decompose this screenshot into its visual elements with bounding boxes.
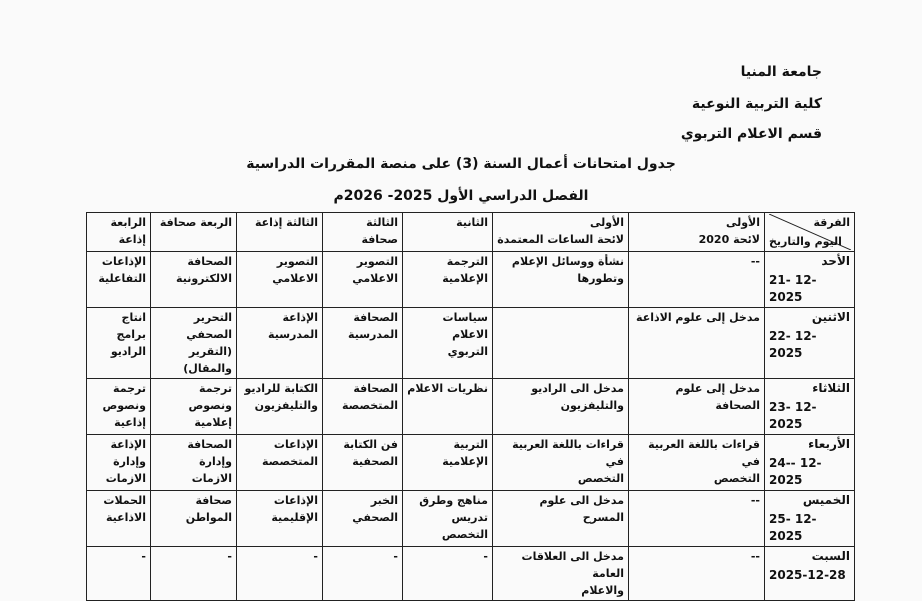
table-row xyxy=(87,491,855,547)
course-cell: الصحافة المتخصصة xyxy=(323,379,403,435)
day-date-cell xyxy=(765,379,855,435)
course-cell: مدخل إلى علوم الاذاعة xyxy=(629,308,765,379)
course-cell: التربية الإعلامية xyxy=(403,435,493,491)
exam-date: 24-- 12- 2025 xyxy=(769,456,822,487)
course-cell: - xyxy=(403,547,493,601)
day-name: الأحد xyxy=(821,254,850,268)
course-cell: - xyxy=(237,547,323,601)
course-cell: مدخل الى علوم المسرح xyxy=(493,491,629,547)
course-cell: الحملات الاذاعية xyxy=(87,491,151,547)
table-row xyxy=(87,547,855,601)
course-cell: مدخل إلى علوم الصحافة xyxy=(629,379,765,435)
course-cell: التحرير الصحفي (التقرير والمقال) xyxy=(151,308,237,379)
day-date-cell xyxy=(765,547,855,601)
university-name: جامعة المنيا xyxy=(740,64,822,80)
department-name: قسم الاعلام التربوي xyxy=(680,126,822,142)
course-cell xyxy=(493,308,629,379)
course-cell: فن الكتابة الصحفية xyxy=(323,435,403,491)
course-cell: الكتابة للراديو والتليفزيون xyxy=(237,379,323,435)
course-cell: صحافة المواطن xyxy=(151,491,237,547)
table-row xyxy=(87,252,855,308)
column-header: الربعة صحافة xyxy=(151,213,237,252)
course-cell: الصحافة وإدارة الازمات xyxy=(151,435,237,491)
day-name: الثلاثاء xyxy=(812,381,850,395)
course-cell: الإذاعة وإدارة الازمات xyxy=(87,435,151,491)
header-row xyxy=(87,213,855,252)
column-header: الثالثة إذاعة xyxy=(237,213,323,252)
exam-schedule-table xyxy=(86,212,855,601)
column-header: الأولى لائحة 2020 xyxy=(629,213,765,252)
course-cell: مدخل الى العلاقات العامة والاعلام xyxy=(493,547,629,601)
column-header: الثالثة صحافة xyxy=(323,213,403,252)
course-cell: - xyxy=(323,547,403,601)
exam-date: 21- 12- 2025 xyxy=(769,273,817,304)
exam-date: 2025-12-28 xyxy=(769,568,846,582)
course-cell: - xyxy=(87,547,151,601)
table-row xyxy=(87,308,855,379)
corner-day-label: اليوم والتاريخ xyxy=(769,235,842,248)
course-cell: سياسات الاعلام التربوي xyxy=(403,308,493,379)
course-cell: الإذاعات الإقليمية xyxy=(237,491,323,547)
course-cell: انتاج برامج الراديو xyxy=(87,308,151,379)
day-date-cell xyxy=(765,308,855,379)
course-cell: الإذاعات التفاعلية xyxy=(87,252,151,308)
course-cell: قراءات باللغة العربية في التخصص xyxy=(629,435,765,491)
day-name: الأربعاء xyxy=(808,437,850,451)
course-cell: ترجمة ونصوص إعلامية xyxy=(151,379,237,435)
day-name: الاثنين xyxy=(811,310,850,324)
day-name: السبت xyxy=(811,549,850,563)
corner-cell xyxy=(765,213,855,252)
corner-level-label: الفرقة xyxy=(813,216,850,229)
course-cell: الإذاعات المتخصصة xyxy=(237,435,323,491)
course-cell: الصحافة المدرسية xyxy=(323,308,403,379)
exam-date: 25- 12- 2025 xyxy=(769,512,817,543)
course-cell: الخبر الصحفي xyxy=(323,491,403,547)
table-row xyxy=(87,435,855,491)
course-cell: -- xyxy=(629,252,765,308)
column-header: الأولى لائحة الساعات المعتمدة xyxy=(493,213,629,252)
table-row xyxy=(87,379,855,435)
exam-date: 23- 12- 2025 xyxy=(769,400,817,431)
day-date-cell xyxy=(765,252,855,308)
course-cell: الترجمة الإعلامية xyxy=(403,252,493,308)
faculty-name: كلية التربية النوعية xyxy=(691,96,822,112)
exam-date: 22- 12- 2025 xyxy=(769,329,817,360)
course-cell: الصحافة الالكترونية xyxy=(151,252,237,308)
course-cell: - xyxy=(151,547,237,601)
semester-title: الفصل الدراسي الأول 2025- 2026م xyxy=(333,188,589,204)
day-date-cell xyxy=(765,491,855,547)
course-cell: مدخل الى الراديو والتليفزيون xyxy=(493,379,629,435)
column-header: الثانية xyxy=(403,213,493,252)
course-cell: ترجمة ونصوص إذاعية xyxy=(87,379,151,435)
course-cell: التصوير الاعلامي xyxy=(323,252,403,308)
course-cell: التصوير الاعلامي xyxy=(237,252,323,308)
course-cell: نشأة ووسائل الإعلام وتطورها xyxy=(493,252,629,308)
course-cell: قراءات باللغة العربية في التخصص xyxy=(493,435,629,491)
day-name: الخميس xyxy=(802,493,850,507)
schedule-title: جدول امتحانات أعمال السنة (3) على منصة المقررات الدراسية xyxy=(246,156,676,172)
course-cell: الإذاعة المدرسية xyxy=(237,308,323,379)
column-header: الرابعة إذاعة xyxy=(87,213,151,252)
day-date-cell xyxy=(765,435,855,491)
course-cell: -- xyxy=(629,491,765,547)
course-cell: -- xyxy=(629,547,765,601)
course-cell: نظريات الاعلام xyxy=(403,379,493,435)
course-cell: مناهج وطرق تدريس التخصص xyxy=(403,491,493,547)
